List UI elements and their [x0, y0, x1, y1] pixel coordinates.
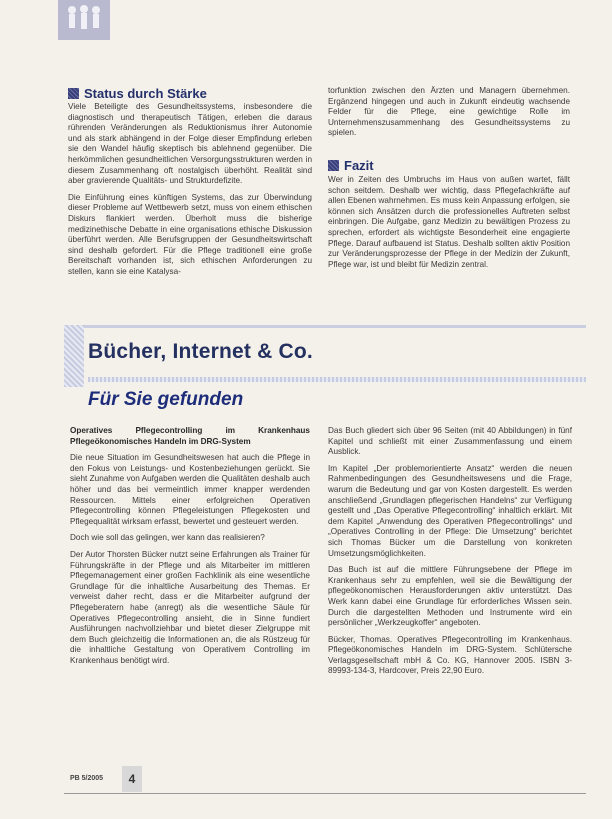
banner-divider [88, 377, 586, 382]
fazit-column [328, 175, 570, 305]
section-heading-fazit [328, 158, 374, 173]
review-right-column [328, 426, 572, 726]
issue-label: PB 5/2005 [70, 775, 104, 782]
review-paragraph-5: Im Kapitel „Der problemorientierte Ansatz“ werden die neuen Rahmenbedingungen des Gesundheitswesens und die Frage, warum die Bedeutung und gar von Kosten dargestellt. Es werden anschließend „Grundlagen pflegerischen Handelns“ zur Verfügung gestellt und „Das Operative Pflegecontrolling“ inhaltlich erklärt. Mit dem Kapitel „Anwendung des Operativen Pflegecontrollings“ und „Operatives Controlling in der Pflege: Die Umsetzung“ berichtet sich Thomas Bücker um die Darstellung von konkreten Umsetzungsmöglichkeiten. [328, 463, 572, 558]
status-left-column [68, 102, 312, 317]
status-paragraph-3: torfunktion zwischen den Ärzten und Managern übernehmen. Ergänzend hingegen und auch in Zukunft eindeutig wachsende Felder für die Pflege, eine gewichtige Rolle im Unternehmenszusammenhang des Gesundheitssystems zu spielen. [328, 86, 570, 138]
banner-subtitle: Für Sie gefunden [88, 389, 244, 410]
review-left-column [70, 426, 310, 716]
square-pattern-icon [328, 160, 339, 171]
review-paragraph-4: Das Buch gliedert sich über 96 Seiten (mit 40 Abbildungen) in fünf Kapitel und schließt mit einer Zusammenfassung und einem Ausblick. [328, 426, 572, 457]
section-heading-status [68, 86, 207, 101]
status-right-column [328, 86, 570, 142]
review-paragraph-6: Das Buch ist auf die mittlere Führungsebene der Pflege im Krankenhaus sehr zu empfehlen, weil sie die Bewältigung der pflegeökonomischen Herausforderungen aktiv unterstützt. Das Werk kann dabei eine Grundlage für erforderliches Wissen sein. Durch die dargestellten Methoden und Instrumente wird ein persönlicher „Werkzeugkoffer“ angeboten. [328, 565, 572, 628]
status-paragraph-1: Viele Beteiligte des Gesundheitssystems, insbesondere die diagnostisch und therapeutisch Tätigen, erleben die daraus rührenden Veränderungen als Reduktionismus ihrer Autonomie und als stark abhängend in der Folge dieser Empfindung erleben sie den Wandel häufig skeptisch bis ablehnend gegenüber. Die herkömmlichen gesundheitlichen Versorgungsstrukturen werden in diesem Zusammenhang oft nostalgisch überhöht. Realität sind aber gravierende Qualitäts- und Strukturdefizite. [68, 102, 312, 186]
square-pattern-icon [68, 88, 79, 99]
review-paragraph-3: Der Autor Thorsten Bücker nutzt seine Erfahrungen als Trainer für Führungskräfte in der Pflege und als Mitarbeiter im mittleren Pflegemanagement einer großen Fachklinik als eine wesentliche Grundlage für die inhaltliche Ausarbeitung des Themas. Er verweist daher recht, dass er die Mitarbeiter aufgrund der Pflegeberatern habe (anregt) als die wesentliche Säule für Operatives Pflegecontrolling ansieht, die in Sinne fundiert Ausführungen nachvollziehbar und bietet dieser Zielgruppe mit dem Buch gleichzeitig die Informationen an, die als Rüstzeug für die inhaltliche Gestaltung von Operativem Controlling im Krankenhaus benötigt wird. [70, 549, 310, 665]
review-lead: Operatives Pflegecontrolling im Krankenhaus Pflegeökonomisches Handeln im DRG-System [70, 426, 310, 446]
status-paragraph-2: Die Einführung eines künftigen Systems, das zur Überwindung dieser Probleme auf Wettbewerb setzt, muss von einem ethischen Diskurs flankiert werden. Überholt muss die bisherige medizinethische Debatte in eine organisations ethische Diskussion überführt werden. Alle Berufsgruppen der Gesundheitswirtschaft sind deshalb gefordert. Für die Pflege traditionell eine große Bereitschaft vorhanden ist, sich ethischen Anforderungen zu stellen, kann sie eine Katalysa- [68, 192, 312, 276]
footer-rule [64, 793, 586, 794]
page-number: 4 [122, 766, 142, 792]
review-paragraph-2: Doch wie soll das gelingen, wer kann das realisieren? [70, 533, 265, 543]
fazit-paragraph: Wer in Zeiten des Umbruchs im Haus von außen wartet, fällt schon seitdem. Deshalb wer wichtig, dass Pflegefachkräfte auf allen Ebenen wahrnehmen. Es muss kein Anpassung erfolgen, sie können sich Ansätzen durch die professionelles Auftreten selbst einbringen. Die Aufgabe, ganz Medizin zu bewältigen Prozess zu sprechen, erfordert als wichtigste Besonderheit eine engagierte Pflege. Darauf aufbauend ist Status. Deshalb sollten aktiv Position zur Veränderungsprozesse der Pflege in der Medizin der Zukunft, Pflege war, ist und bleibt für Medizin zentral. [328, 175, 570, 269]
magazine-logo [58, 0, 110, 40]
fazit-heading-text: Fazit [344, 158, 374, 173]
status-heading-text: Status durch Stärke [84, 86, 207, 101]
banner-title: Bücher, Internet & Co. [88, 340, 313, 363]
banner-pattern [64, 325, 84, 387]
review-citation: Bücker, Thomas. Operatives Pflegecontrolling im Krankenhaus. Pflegeökonomisches Handeln im DRG-System. Schlütersche Verlagsgesellschaft mbH & Co. KG, Hannover 2005. ISBN 3-89993-134-3, Hardcover, Preis 22,90 Euro. [328, 634, 572, 676]
review-paragraph-1: Die neue Situation im Gesundheitswesen hat auch die Pflege in den Fokus von Leistungs- und Kostenbeziehungen gerückt. Sie sieht Zunahme von Aufgaben werden die Qualitäten deshalb auch höher und das bei vermeintlich immer knapper werdenden Ressourcen. Mittels einer erfolgreichen Operativen Pflegecontrolling können Pflegeleistungen Pflegekosten und Pflegequalität wirksam erfasst, bewertet und gesteuert werden. [70, 453, 310, 526]
